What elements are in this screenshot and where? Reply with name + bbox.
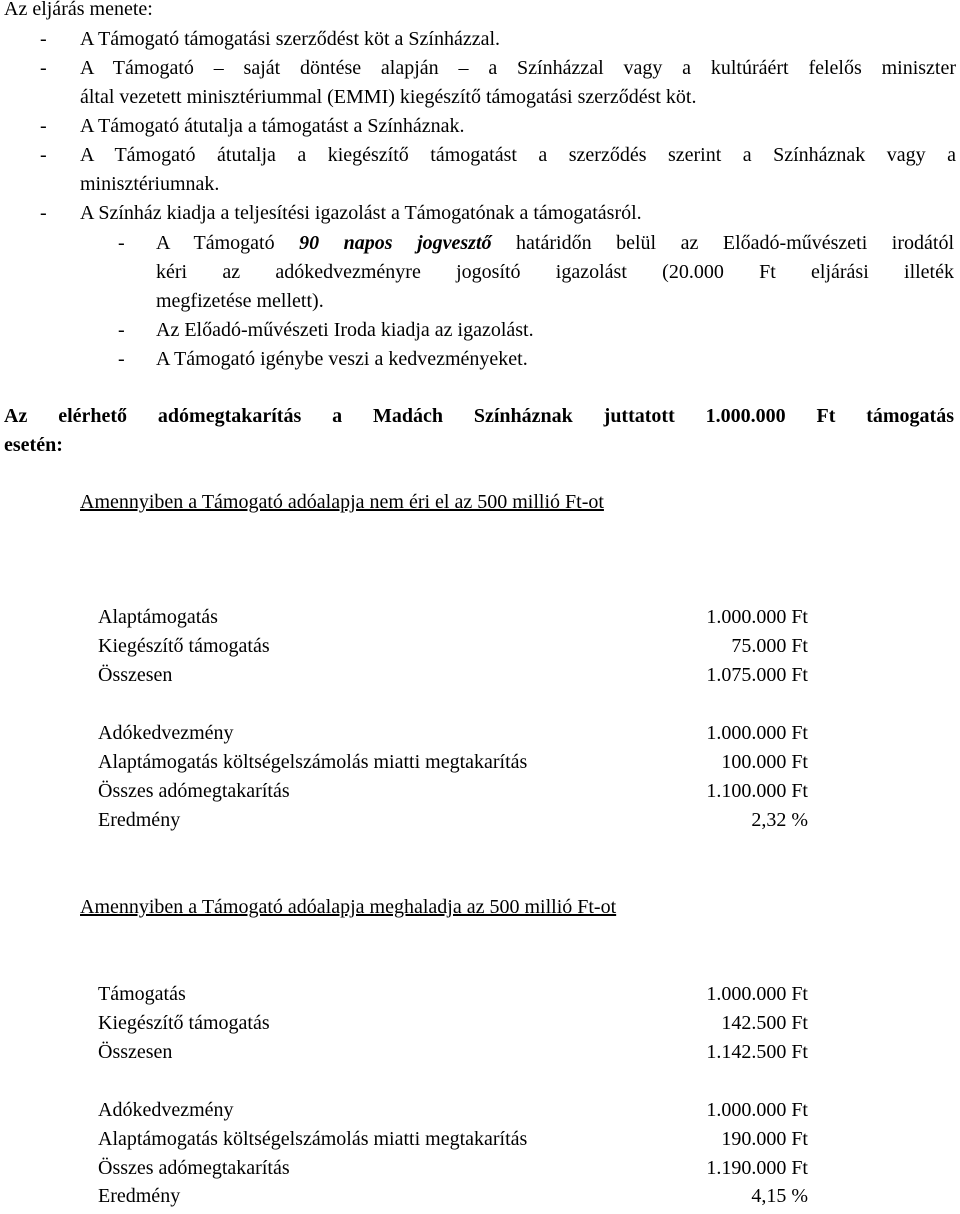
summary-line: Az elérhető adómegtakarítás a Madách Színháznak juttatott 1.000.000 Ft támogatás [4, 405, 954, 427]
list-item-continuation: által vezetett minisztériummal (EMMI) kiegészítő támogatási szerződést köt. [80, 86, 697, 108]
scenario1-label-base: Alaptámogatás [98, 606, 218, 628]
summary-line-continuation: esetén: [4, 434, 63, 456]
deadline-emphasis: 90 napos jogvesztő [299, 232, 492, 254]
sublist-dash: - [118, 319, 125, 341]
process-heading: Az eljárás menete: [4, 0, 153, 20]
list-item-continuation: minisztériumnak. [80, 173, 220, 195]
sublist-item: A Támogató igénybe veszi a kedvezményeket. [156, 348, 528, 370]
scenario1-value-base: 1.000.000 Ft [706, 606, 808, 628]
sublist-item-continuation: megfizetése mellett). [156, 290, 324, 312]
scenario2-value-cost-saving: 190.000 Ft [721, 1128, 808, 1150]
scenario1-label-total-saving: Összes adómegtakarítás [98, 780, 290, 802]
scenario2-value-supplementary: 142.500 Ft [721, 1012, 808, 1034]
scenario2-title: Amennyiben a Támogató adóalapja meghaladja az 500 millió Ft-ot [80, 896, 617, 918]
scenario2-value-total-saving: 1.190.000 Ft [706, 1157, 808, 1179]
list-dash: - [40, 28, 47, 50]
scenario2-label-supplementary: Kiegészítő támogatás [98, 1012, 270, 1034]
scenario2-label-support: Támogatás [98, 983, 186, 1005]
scenario1-label-tax-credit: Adókedvezmény [98, 722, 234, 744]
scenario1-value-total-saving: 1.100.000 Ft [706, 780, 808, 802]
list-item: A Támogató átutalja a támogatást a Színháznak. [80, 115, 465, 137]
list-dash: - [40, 202, 47, 224]
scenario1-value-supplementary: 75.000 Ft [731, 635, 808, 657]
scenario1-value-total: 1.075.000 Ft [706, 664, 808, 686]
scenario2-value-tax-credit: 1.000.000 Ft [706, 1099, 808, 1121]
scenario2-label-total: Összesen [98, 1041, 173, 1063]
list-item: A Támogató – saját döntése alapján – a Színházzal vagy a kultúráért felelős miniszter [80, 57, 956, 79]
sublist-dash: - [118, 232, 125, 254]
scenario2-label-result: Eredmény [98, 1185, 181, 1207]
scenario1-value-tax-credit: 1.000.000 Ft [706, 722, 808, 744]
list-dash: - [40, 57, 47, 79]
scenario2-label-tax-credit: Adókedvezmény [98, 1099, 234, 1121]
scenario1-label-total: Összesen [98, 664, 173, 686]
list-item: A Színház kiadja a teljesítési igazolást a Támogatónak a támogatásról. [80, 202, 642, 224]
sublist-item: A Támogató 90 napos jogvesztő határidőn belül az Előadó-művészeti irodától [156, 232, 955, 254]
scenario1-label-cost-saving: Alaptámogatás költségelszámolás miatti megtakarítás [98, 751, 528, 773]
scenario2-value-result: 4,15 % [751, 1185, 808, 1207]
scenario2-value-total: 1.142.500 Ft [706, 1041, 808, 1063]
scenario1-value-result: 2,32 % [751, 809, 808, 831]
scenario2-label-cost-saving: Alaptámogatás költségelszámolás miatti megtakarítás [98, 1128, 528, 1150]
list-dash: - [40, 144, 47, 166]
scenario1-value-cost-saving: 100.000 Ft [721, 751, 808, 773]
sublist-dash: - [118, 348, 125, 370]
list-dash: - [40, 115, 47, 137]
scenario2-value-support: 1.000.000 Ft [706, 983, 808, 1005]
list-item: A Támogató átutalja a kiegészítő támogatást a szerződés szerint a Színháznak vagy a [80, 144, 956, 166]
scenario1-label-supplementary: Kiegészítő támogatás [98, 635, 270, 657]
sublist-item-continuation: kéri az adókedvezményre jogosító igazolást (20.000 Ft eljárási illeték [156, 261, 954, 283]
sublist-item: Az Előadó-művészeti Iroda kiadja az igazolást. [156, 319, 534, 341]
scenario1-title: Amennyiben a Támogató adóalapja nem éri el az 500 millió Ft-ot [80, 491, 604, 513]
list-item: A Támogató támogatási szerződést köt a Színházzal. [80, 28, 501, 50]
scenario1-label-result: Eredmény [98, 809, 181, 831]
scenario2-label-total-saving: Összes adómegtakarítás [98, 1157, 290, 1179]
